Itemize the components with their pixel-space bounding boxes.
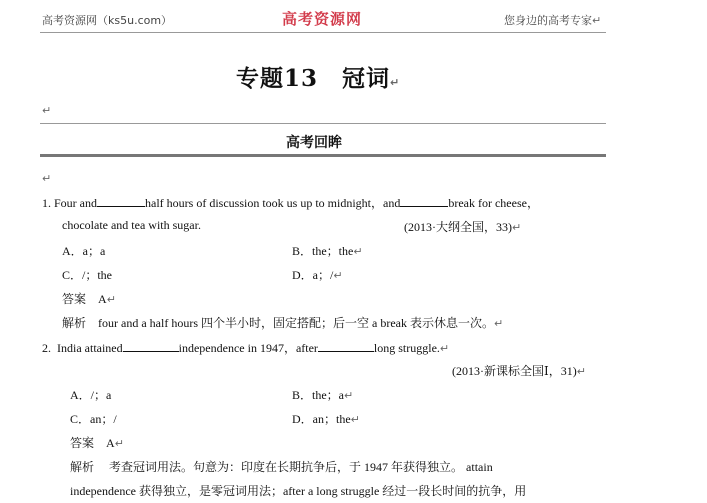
question-1-option-b: B．the；the↵ [292,244,363,258]
question-1-source: (2013·大纲全国，33)↵ [404,220,522,234]
question-2-explanation-line-2: independence 获得独立，是零冠词用法；after a long struggle 经过一段长时间的抗争，用 [70,484,527,498]
question-1-line-2: chocolate and tea with sugar. [62,218,201,232]
blank [123,340,179,352]
title-rule [40,123,606,124]
question-2-option-b: B．the；a↵ [292,388,354,402]
header-left-text: 高考资源网（ks5u.com） [42,14,173,27]
question-1-explanation: 解析 four and a half hours 四个半小时，固定搭配；后一空 a break 表示休息一次。↵ [62,316,504,330]
header-right-text: 您身边的高考专家↵ [504,14,602,27]
blank [318,340,374,352]
page-title: 专题13 冠词↵ [236,65,401,92]
question-1-option-d: D．a；/↵ [292,268,343,282]
section-rule [40,154,606,157]
section-heading: 高考回眸 [286,135,342,151]
paragraph-mark: ↵ [42,104,52,117]
question-1-line-1: 1. Four and half hours of discussion took us up to midnight，and break for cheese， [42,196,539,210]
question-1-option-a: A．a；a [62,244,106,258]
question-1-option-c: C．/；the [62,268,112,282]
blank [97,195,145,207]
question-2-option-d: D．an；the↵ [292,412,360,426]
question-2-option-a: A．/；a [70,388,112,402]
question-2-source: (2013·新课标全国Ⅰ，31)↵ [452,364,586,378]
question-2-answer: 答案 A↵ [70,436,124,450]
question-2-explanation-line-1: 解析 考查冠词用法。句意为：印度在长期抗争后，于 1947 年获得独立。 attain [70,460,493,474]
question-2-line-1: 2. India attained independence in 1947，after long struggle.↵ [42,341,450,355]
question-1-answer: 答案 A↵ [62,292,116,306]
blank [400,195,448,207]
header-rule [40,32,606,33]
paragraph-mark: ↵ [42,172,52,185]
site-logo: 高考资源网 [282,10,363,28]
question-2-option-c: C．an；/ [70,412,117,426]
